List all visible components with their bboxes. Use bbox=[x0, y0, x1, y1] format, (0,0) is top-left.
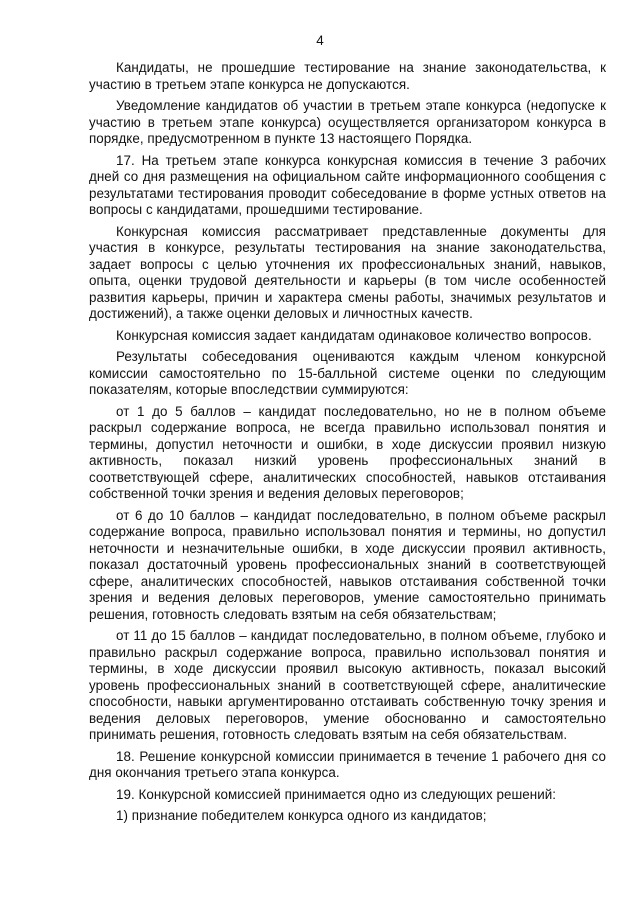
document-body bbox=[89, 60, 606, 830]
paragraph-item-18: 18. Решение конкурсной комиссии принимается в течение 1 рабочего дня со дня окончания третьего этапа конкурса. bbox=[89, 748, 606, 780]
paragraph-scoring-intro: Результаты собеседования оцениваются каждым членом конкурсной комиссии самостоятельно по 15-балльной системе оценки по следующим показателям, которые впоследствии суммируются: bbox=[89, 349, 606, 397]
page-number: 4 bbox=[316, 33, 324, 48]
paragraph-score-1-5: от 1 до 5 баллов – кандидат последовательно, но не в полном объеме раскрыл содержание вопроса, не всегда правильно использовал понятия и термины, допустил неточности и ошибки, в ходе дискуссии проявил низкую активность, показал низкий уровень профессиональных знаний в соответствующей сфере, аналитических способностей, навыков отстаивания собственной точки зрения и ведения деловых переговоров; bbox=[89, 403, 606, 501]
paragraph-decision-1: 1) признание победителем конкурса одного из кандидатов; bbox=[116, 808, 487, 823]
paragraph-score-11-15: от 11 до 15 баллов – кандидат последовательно, в полном объеме, глубоко и правильно раскрыл содержание вопроса, правильно использовал понятия и термины, в ходе дискуссии проявил высокую активность, показал высокий уровень профессиональных знаний в соответствующей сфере, аналитические способности, навыки аргументированно отстаивать собственную точку зрения и ведения деловых переговоров, умение обоснованно и самостоятельно принимать решения, готовность следовать взятым на себя обязательствам. bbox=[89, 628, 606, 742]
paragraph-item-19: 19. Конкурсной комиссией принимается одно из следующих решений: bbox=[116, 786, 557, 802]
paragraph-item-17: 17. На третьем этапе конкурса конкурсная комиссия в течение 3 рабочих дней со дня размещения на официальном сайте информационного сообщения с результатами тестирования проводит собеседование в форме устных ответов на вопросы с кандидатами, прошедшими тестирование. bbox=[89, 152, 606, 217]
paragraph-notification: Уведомление кандидатов об участии в третьем этапе конкурса (недопуске к участию в третьем этапе конкурса) осуществляется организатором конкурса в порядке, предусмотренном в пункте 13 настоящего Порядка. bbox=[89, 98, 606, 146]
paragraph-not-admitted: Кандидаты, не прошедшие тестирование на знание законодательства, к участию в третьем этапе конкурса не допускаются. bbox=[89, 60, 606, 92]
paragraph-score-6-10: от 6 до 10 баллов – кандидат последовательно, в полном объеме раскрыл содержание вопроса, правильно использовал понятия и термины, но допустил неточности и незначительные ошибки, в ходе дискуссии проявил активность, показал достаточный уровень профессиональных знаний в соответствующей сфере, аналитических способностей, навыков отстаивания собственной точки зрения и ведения деловых переговоров, умение самостоятельно принимать решения, готовность следовать взятым на себя обязательствам; bbox=[89, 507, 606, 622]
paragraph-commission-review: Конкурсная комиссия рассматривает представленные документы для участия в конкурсе, результаты тестирования на знание законодательства, задает вопросы с целью уточнения их профессиональных знаний, навыков, опыта, оценки трудовой деятельности и карьеры (в том числе особенностей развития карьеры, причин и характера смены работы, значимых результатов и достижений), а также оценки деловых и личностных качеств. bbox=[89, 223, 606, 321]
paragraph-equal-questions: Конкурсная комиссия задает кандидатам одинаковое количество вопросов. bbox=[116, 327, 592, 343]
